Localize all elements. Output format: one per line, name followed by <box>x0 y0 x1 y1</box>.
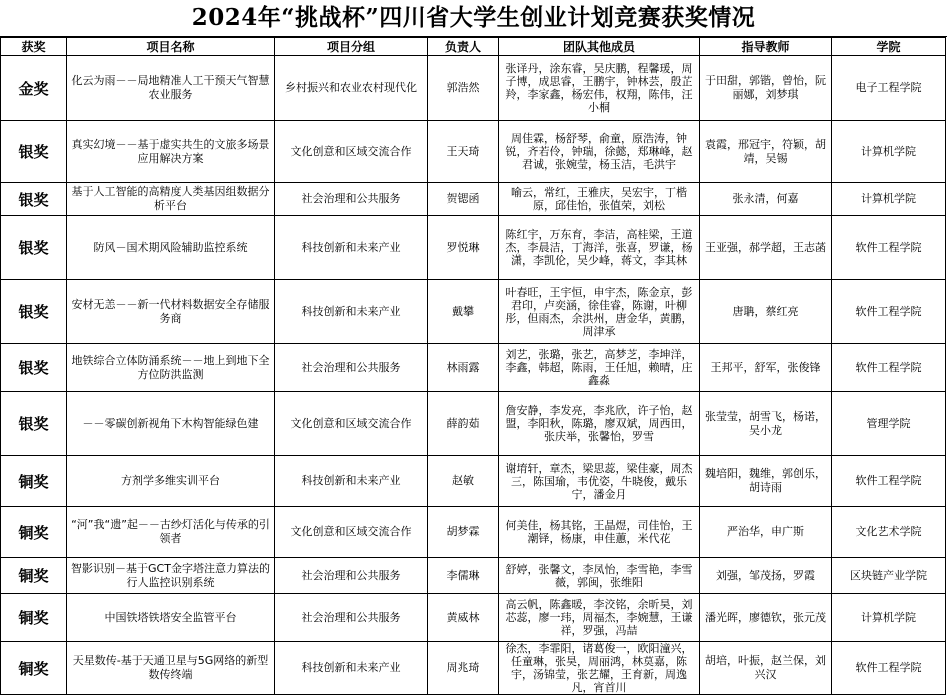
award-cell <box>1 56 67 121</box>
table-row <box>1 344 946 392</box>
team-members-cell-text: 陈红宇，万东育，李洁，高桂梁，王道杰，李晨洁，丁海洋，张喜，罗谦，杨潇，李凯伦，吴少峰，蒋文，李其林 <box>505 228 693 267</box>
advisors-cell-text: 唐聃，蔡红亮 <box>732 304 799 318</box>
team-members-cell-text: 喻云，常红，王雅庆，吴宏宇，丁楷原，邱佳怡，张值荣，刘松 <box>511 186 687 212</box>
project-group-cell <box>275 594 428 642</box>
table-row <box>1 456 946 507</box>
advisors-cell-text: 王亚强，郝学超，王志菡 <box>705 240 826 254</box>
project-group-cell <box>275 642 428 695</box>
award-cell-text: 银奖 <box>18 415 49 433</box>
college-cell-text: 管理学院 <box>866 416 911 430</box>
project-name-cell <box>67 642 275 695</box>
project-group-cell-text: 社会治理和公共服务 <box>301 610 401 624</box>
awards-table <box>0 37 946 695</box>
team-members-cell-text: 叶春旺，王宇恒，申宇杰，陈金京，彭君印，卢奕涵，徐佳睿，陈谢，叶柳彤，但雨杰，余洪州，唐金华，黄鹏，周津承 <box>505 285 693 338</box>
project-group-cell-text: 社会治理和公共服务 <box>301 568 401 582</box>
advisors-cell <box>700 216 832 280</box>
leader-cell <box>428 642 499 695</box>
project-name-cell <box>67 558 275 594</box>
college-cell-text: 软件工程学院 <box>855 474 922 487</box>
header-project-name: 项目名称 <box>67 38 275 56</box>
project-name-cell-text: 化云为雨－－局地精准人工干预天气智慧农业服务 <box>71 74 270 101</box>
project-group-cell <box>275 558 428 594</box>
team-members-cell <box>499 121 700 183</box>
leader-cell <box>428 183 499 216</box>
table-row <box>1 642 946 695</box>
team-members-cell-text: 刘艺，张璐，张艺，高梦芝，李坤洋，李鑫，韩超，陈雨，王任旭，赖晴，庄鑫淼 <box>505 348 693 387</box>
advisors-cell <box>700 183 832 216</box>
advisors-cell-text: 王邦平，舒军，张俊锋 <box>710 360 821 374</box>
leader-cell-text: 黄威林 <box>446 610 480 624</box>
award-cell-text: 银奖 <box>18 190 49 209</box>
award-cell-text: 金奖 <box>18 79 49 98</box>
award-cell-text: 银奖 <box>18 239 49 257</box>
project-name-cell <box>67 183 275 216</box>
award-cell <box>1 216 67 280</box>
advisors-cell <box>700 56 832 121</box>
advisors-cell <box>700 121 832 183</box>
team-members-cell <box>499 594 700 642</box>
team-members-cell-text: 舒婷，张馨文，李凤怡，李雪艳，李雪薇，郭闽，张维阳 <box>505 562 693 589</box>
leader-cell <box>428 344 499 392</box>
project-name-cell <box>67 216 275 280</box>
leader-cell-text: 李儒琳 <box>446 568 480 582</box>
header-college: 学院 <box>832 38 946 56</box>
team-members-cell-text: 张译丹，涂东睿，吴庆鹏，程馨瑗，周子博，成思睿，王鹏宇，钟林芸，殷芷羚，李家鑫，杨宏伟，权翔，陈伟，汪小桐 <box>505 62 693 114</box>
leader-cell-text: 林雨露 <box>446 360 480 374</box>
team-members-cell-text: 周佳霖，杨舒琴，俞童，原浩涛，钟锐，齐若伶，钟瑞，徐懿，郑琳峰，赵君诚，张婉莹，杨玉洁，毛洪宇 <box>505 132 693 171</box>
project-group-cell-text: 文化创意和区域交流合作 <box>290 525 412 538</box>
project-group-cell <box>275 456 428 507</box>
team-members-cell <box>499 216 700 280</box>
project-group-cell <box>275 280 428 344</box>
project-name-cell <box>67 507 275 558</box>
award-cell-text: 铜奖 <box>18 659 49 678</box>
project-name-cell <box>67 392 275 456</box>
team-members-cell <box>499 344 700 392</box>
advisors-cell <box>700 344 832 392</box>
project-name-cell-text: 天星数传-基于天通卫星与5G网络的新型数传终端 <box>72 654 269 681</box>
project-group-cell-text: 社会治理和公共服务 <box>301 360 401 374</box>
header-team-members: 团队其他成员 <box>499 38 700 56</box>
team-members-cell-text: 詹安静，李发亮，李兆欣，许子怡，赵盟，李阳秋，陈璐，廖双斌，周西田，张庆举，张馨怡，罗雪 <box>505 404 693 443</box>
award-cell <box>1 280 67 344</box>
college-cell-text: 软件工程学院 <box>855 240 922 254</box>
table-row <box>1 121 946 183</box>
project-name-cell-text: 真实幻境－－基于虚实共生的文旅多场景应用解决方案 <box>71 137 270 165</box>
project-group-cell <box>275 183 428 216</box>
project-name-cell-text: 方剂学多维实训平台 <box>121 474 220 487</box>
table-row <box>1 594 946 642</box>
team-members-cell <box>499 280 700 344</box>
leader-cell <box>428 216 499 280</box>
advisors-cell <box>700 507 832 558</box>
project-group-cell-text: 科技创新和未来产业 <box>301 304 401 318</box>
project-group-cell <box>275 507 428 558</box>
award-cell-text: 铜奖 <box>18 609 49 627</box>
leader-cell-text: 周兆琦 <box>446 661 480 674</box>
header-project-group: 项目分组 <box>275 38 428 56</box>
award-cell-text: 银奖 <box>18 143 49 161</box>
leader-cell-text: 贺锶函 <box>446 192 480 205</box>
header-advisors: 指导教师 <box>700 38 832 56</box>
college-cell <box>832 183 946 216</box>
table-row <box>1 183 946 216</box>
project-group-cell-text: 乡村振兴和农业农村现代化 <box>285 81 417 94</box>
project-group-cell <box>275 121 428 183</box>
project-name-cell <box>67 344 275 392</box>
table-row <box>1 558 946 594</box>
project-group-cell-text: 文化创意和区域交流合作 <box>290 416 412 430</box>
award-cell <box>1 594 67 642</box>
advisors-cell-text: 胡培，叶振，赵兰保，刘兴汉 <box>705 654 826 681</box>
leader-cell-text: 薛韵茹 <box>446 416 480 430</box>
project-name-cell <box>67 121 275 183</box>
project-name-cell <box>67 594 275 642</box>
project-group-cell <box>275 56 428 121</box>
college-cell-text: 文化艺术学院 <box>855 525 922 538</box>
project-name-cell <box>67 280 275 344</box>
college-cell-text: 软件工程学院 <box>855 661 922 674</box>
award-cell-text: 银奖 <box>18 359 49 377</box>
project-name-cell-text: 安材无恙－－新一代材料数据安全存储服务商 <box>71 297 270 325</box>
advisors-cell <box>700 392 832 456</box>
college-cell-text: 计算机学院 <box>861 610 916 624</box>
leader-cell-text: 王天琦 <box>446 144 480 158</box>
advisors-cell-text: 潘光晖，廖德钦，张元茂 <box>705 610 826 624</box>
header-award: 获奖 <box>1 38 67 56</box>
award-cell-text: 银奖 <box>18 303 49 321</box>
team-members-cell <box>499 642 700 695</box>
table-row <box>1 280 946 344</box>
advisors-cell-text: 严治华，申广斯 <box>727 525 804 538</box>
advisors-cell <box>700 642 832 695</box>
team-members-cell <box>499 183 700 216</box>
college-cell-text: 软件工程学院 <box>855 304 922 318</box>
award-cell <box>1 558 67 594</box>
table-row <box>1 392 946 456</box>
project-name-cell-text: 基于人工智能的高精度人类基因组数据分析平台 <box>71 185 270 212</box>
college-cell-text: 软件工程学院 <box>855 360 922 374</box>
award-cell <box>1 344 67 392</box>
team-members-cell <box>499 56 700 121</box>
advisors-cell-text: 刘强，邹茂扬，罗霞 <box>716 568 815 582</box>
leader-cell-text: 赵敏 <box>452 474 474 487</box>
award-cell <box>1 183 67 216</box>
leader-cell <box>428 456 499 507</box>
leader-cell <box>428 507 499 558</box>
award-cell <box>1 392 67 456</box>
advisors-cell-text: 张永清，何嘉 <box>732 192 799 205</box>
leader-cell <box>428 280 499 344</box>
project-group-cell-text: 文化创意和区域交流合作 <box>290 144 412 158</box>
college-cell <box>832 594 946 642</box>
advisors-cell <box>700 280 832 344</box>
award-cell-text: 铜奖 <box>18 472 49 491</box>
project-name-cell-text: 智影识别－基于GCT金字塔注意力算法的行人监控识别系统 <box>71 561 270 589</box>
project-group-cell-text: 科技创新和未来产业 <box>301 240 401 254</box>
project-name-cell-text: －－零碳创新视角下木构智能绿色建 <box>82 416 259 430</box>
leader-cell-text: 罗悦琳 <box>446 240 480 254</box>
college-cell <box>832 56 946 121</box>
header-row <box>1 38 946 56</box>
college-cell <box>832 121 946 183</box>
team-members-cell-text: 何美佳，杨其铭，王晶煜，司佳怡，王潮铎，杨康，申佳蕙，米代花 <box>505 519 693 545</box>
leader-cell-text: 戴攀 <box>452 304 474 318</box>
project-name-cell-text: 地铁综合立体防涌系统－－地上到地下全方位防洪监测 <box>71 353 270 381</box>
leader-cell-text: 郭浩然 <box>446 81 480 94</box>
college-cell-text: 计算机学院 <box>861 192 916 205</box>
college-cell <box>832 344 946 392</box>
page-title: 2024年“挑战杯”四川省大学生创业计划竞赛获奖情况 <box>0 0 947 37</box>
advisors-cell-text: 于田甜，郭锴，曾怡，阮丽娜，刘梦琪 <box>705 74 826 101</box>
team-members-cell <box>499 456 700 507</box>
leader-cell-text: 胡梦霖 <box>446 525 480 538</box>
college-cell <box>832 392 946 456</box>
table-row <box>1 56 946 121</box>
award-cell <box>1 642 67 695</box>
college-cell <box>832 642 946 695</box>
college-cell <box>832 558 946 594</box>
project-name-cell <box>67 456 275 507</box>
project-name-cell-text: 中国铁塔铁塔安全监管平台 <box>104 610 237 624</box>
college-cell-text: 区块链产业学院 <box>850 568 927 582</box>
award-cell-text: 铜奖 <box>18 523 49 542</box>
advisors-cell-text: 魏培阳，魏维，郭创乐，胡诗雨 <box>705 467 826 494</box>
award-cell-text: 铜奖 <box>18 567 49 585</box>
team-members-cell-text: 徐杰，李霏阳，诸葛俊一，欧阳潼兴，任童琳，张昊，周丽鸿，林莫嘉，陈宇，汤锦莹，张艺耀，王育新，周逸凡，宵首川 <box>505 642 693 694</box>
project-group-cell <box>275 392 428 456</box>
team-members-cell <box>499 507 700 558</box>
award-cell <box>1 507 67 558</box>
table-row <box>1 216 946 280</box>
college-cell <box>832 280 946 344</box>
leader-cell <box>428 558 499 594</box>
award-cell <box>1 456 67 507</box>
leader-cell <box>428 392 499 456</box>
table-row <box>1 507 946 558</box>
project-group-cell-text: 社会治理和公共服务 <box>301 192 401 205</box>
project-group-cell <box>275 216 428 280</box>
project-group-cell-text: 科技创新和未来产业 <box>301 661 401 674</box>
leader-cell <box>428 121 499 183</box>
college-cell-text: 计算机学院 <box>861 144 916 158</box>
leader-cell <box>428 56 499 121</box>
project-group-cell-text: 科技创新和未来产业 <box>301 474 401 487</box>
project-name-cell <box>67 56 275 121</box>
team-members-cell-text: 谢堉轩，章杰，梁思蕊，梁佳豪，周杰三，陈国瑜，韦优姿，牛晓俊，戴乐宁，潘金月 <box>505 461 693 501</box>
team-members-cell <box>499 558 700 594</box>
award-cell <box>1 121 67 183</box>
project-name-cell-text: 防风－国术期风险辅助监控系统 <box>93 240 248 254</box>
leader-cell <box>428 594 499 642</box>
college-cell <box>832 216 946 280</box>
advisors-cell <box>700 456 832 507</box>
advisors-cell-text: 袁霞，邢冠宇，符颖，胡靖，吴锡 <box>705 137 826 165</box>
team-members-cell-text: 高云帆，陈鑫暖，李洨铭，余昕昊，刘芯蕊，廖一玮，周福杰，李婉慧，王谦祥，罗强，冯喆 <box>505 598 693 637</box>
college-cell-text: 电子工程学院 <box>855 81 922 94</box>
advisors-cell-text: 张莹莹，胡雪飞，杨诺，吴小龙 <box>705 409 826 437</box>
college-cell <box>832 507 946 558</box>
project-group-cell <box>275 344 428 392</box>
advisors-cell <box>700 594 832 642</box>
project-name-cell-text: “河”我“遗”起－－古纱灯活化与传承的引领者 <box>71 518 270 545</box>
college-cell <box>832 456 946 507</box>
team-members-cell <box>499 392 700 456</box>
header-leader: 负责人 <box>428 38 499 56</box>
advisors-cell <box>700 558 832 594</box>
